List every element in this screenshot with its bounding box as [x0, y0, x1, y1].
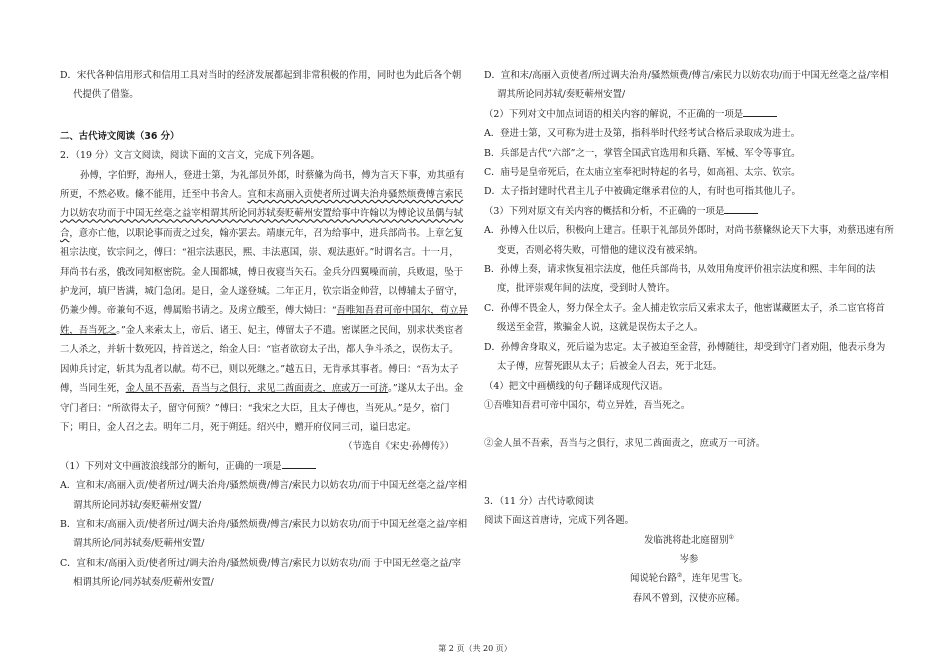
question-1-option-c: C．宣和末/高丽入贡/使者所过/调夫治舟/骚然烦费/傅言/索民力以妨农功/而 于中国无丝毫之益/宰相谓其所论/同苏轼奏/贬蕲州安置/: [60, 557, 462, 589]
question-3-text: （3）下列对原文有关内容的概括和分析，不正确的一项是: [484, 205, 725, 217]
poem-author: 岑参: [679, 553, 699, 565]
question-3-option-c: C．孙傅不畏金人，努力保全太子。金人捕走钦宗后又索求太子，他密谋藏匿太子，杀二宦官将首级送至金营，欺骗金人说，这就是误伤太子之人。: [484, 302, 885, 334]
question-2-option-b: B．兵部是古代“六部”之一，掌管全国武官选用和兵籍、军械、军令等事宜。: [484, 147, 801, 159]
question-2-option-d: D．太子指封建时代君主儿子中被确定继承君位的人，有时也可指其他儿子。: [484, 186, 801, 198]
question-1-option-b: B．宣和末/高丽入贡/使者所过/调夫治舟/骚然烦费/傅言/索民力以妨农功/而于中国无丝毫之益/宰相谓其所论/同苏轼奏/贬蕲州安置/: [60, 518, 468, 550]
answer-blank[interactable]: [282, 458, 316, 469]
poem-line-1-a: 闻说轮台路: [630, 573, 677, 585]
answer-blank[interactable]: [743, 106, 777, 117]
footnote-marker: ①: [728, 533, 734, 541]
wavy-underlined-text: 宣和末高丽入贡使者所过调夫治舟骚然烦费傅言索民力以妨农功而于中国无丝毫之益宰相谓其所论同苏轼奏贬蕲州安置给事中许翰以为傅论议虽偶与轼合: [60, 189, 464, 239]
poetry-question-intro: 3．（11 分）古代诗歌阅读: [484, 495, 594, 507]
section-title: 二、古代诗文阅读（36 分）: [60, 130, 180, 142]
footnote-marker: ②: [676, 572, 683, 580]
poem-title-text: 发临洮将赴北庭留别: [644, 534, 729, 546]
left-column: [60, 66, 468, 593]
poem-line-2: 春风不曾到，汉使亦应稀。: [632, 592, 746, 604]
poem-line-1-b: ，连年见雪飞。: [682, 573, 748, 585]
translation-item-1: ①吾唯知吾君可帝中国尔，苟立异姓，吾当死之。: [484, 399, 691, 411]
question-3-option-d: D．孙傅舍身取义，死后谥为忠定。太子被迫至金营，孙傅随往，却受到守门者劝阻，他表示身为太子傅，应誓死跟从太子；后被金人召去，死于北廷。: [484, 341, 886, 373]
answer-space: [484, 473, 894, 492]
underlined-sentence-2: 金人虽不吾索，吾当与之俱行，求见二酋面责之，庶或万一可济: [125, 383, 389, 395]
passage-text-3: 。”金人来索太上，帝后、诸王、妃主，傅留太子不遣。密谋匿之民间，别求状类宦者二人杀之，并斩十数死囚，持首送之，绐金人曰：“宦者欲窃太子出，都人争斗杀之，误伤太子。 因帅兵讨定，斩其为乱者以献。苟不已，则以死继之。”越五日，无肯承其事者。傅曰：“吾为太子傅，当同生死，: [60, 324, 464, 395]
question-2-option-c: C．庙号是皇帝死后，在太庙立室奉祀时特起的名号，如高祖、太宗、钦宗。: [484, 167, 801, 179]
translation-item-2: ②金人虽不吾索，吾当与之俱行，求见二酋面责之，庶或万一可济。: [484, 438, 766, 450]
question-1-option-a: A．宣和末/高丽入贡/使者所过/调夫治舟/骚然烦费/傅言/索民力以妨农功/而于中国无丝毫之益/宰相谓其所论同苏轼/奏贬蕲州安置/: [60, 480, 468, 511]
poetry-question-stem: 阅读下面这首唐诗，完成下列各题。: [484, 515, 635, 527]
classical-passage: [60, 166, 468, 438]
answer-space: [484, 415, 894, 434]
answer-blank[interactable]: [724, 203, 758, 214]
question-2-intro: 2．（19 分）文言文阅读，阅读下面的文言文，完成下列各题。: [60, 150, 320, 162]
question-1-text: （1）下列对文中画波浪线部分的断句，正确的一项是: [60, 460, 282, 472]
passage-source: （节选自《宋史·孙傅传》）: [343, 441, 454, 453]
passage-text-2: ，意亦亡他，以职论事而责之过矣，翰亦罢去。靖康元年，召为给事中，进兵部尚书。上章乞复祖宗法度，钦宗问之，傅曰：“祖宗法惠民，熙、丰法惠国，崇、观法惠奸。”时谓名言。十一月，拜尚书右丞，俄改同知枢密院。金人围都城，傅日夜寝当矢石。金兵分四翼噪而前，兵败退，坠于护龙河，填尸皆满，城门急闭。是日，金人遂登城。二年正月，钦宗诣金帅营，以傅辅太子留守，仍兼少傅。帝兼旬不返，傅属贻书请之。及虏立酸至，傅大恸曰：“: [60, 227, 464, 317]
question-3-option-a: A．孙傅入仕以后，积极向上建言。任职于礼部员外郎时，对尚书蔡絛纵论天下大事，劝蔡迅速有所变更，否则必将失败，可惜他的建议没有被采纳。: [484, 225, 894, 256]
prev-option-d: D．宋代各种信用形式和信用工具对当时的经济发展都起到非常积极的作用，同时也为此后各个朝代提供了借鉴。: [60, 70, 462, 101]
question-3-stem: [484, 202, 894, 221]
right-column: [484, 66, 894, 608]
question-1-option-d: D．宣和末/高丽入贡使者/所过调夫治舟/骚然烦费/傅言/索民力以妨农功/而于中国无丝毫之益/宰相谓其所论同苏轼/奏贬蕲州安置/: [484, 70, 889, 101]
answer-space: [484, 454, 894, 473]
question-1-stem: [60, 457, 468, 476]
question-2-text: （2）下列对文中加点词语的相关内容的解说，不正确的一项是: [484, 108, 744, 120]
poem-title: [484, 531, 894, 550]
passage-text-4: 。”遂从太子出。金守门者曰：“所欲得太子，留守何预？”傅曰：“我宋之大臣，且太子傅也，当死从。”是夕，宿门下；明日，金人召之去。明年二月，死于朔廷。绍兴中，赠开府仪同三司，谥曰忠定。: [60, 383, 464, 433]
question-2-stem: [484, 105, 894, 124]
passage-text-1: 孙傅，字伯野，海州人，登进士第，为礼部员外郎，时蔡絛为尚书，傅为言天下事，劝其亟有所更，不然必败。絛不能用，迁至中书舍人。: [60, 169, 465, 201]
page-footer: 第 2 页（共 20 页）: [438, 644, 512, 653]
poem-line-1: [484, 569, 894, 588]
question-3-option-b: B．孙傅上奏，请求恢复祖宗法度，他任兵部尚书，从效用角度评价祖宗法度和熙、丰年间的法度，批评崇观年间的法度，受到时人赞许。: [484, 264, 876, 295]
question-4-stem: （4）把文中画横线的句子翻译成现代汉语。: [484, 380, 669, 392]
underlined-sentence-1: 吾唯知吾君可帝中国尔，苟立异姓，吾当死之: [60, 305, 468, 336]
question-2-option-a: A．登进士第，又可称为进士及第，指科举时代经考试合格后录取成为进士。: [484, 128, 801, 140]
